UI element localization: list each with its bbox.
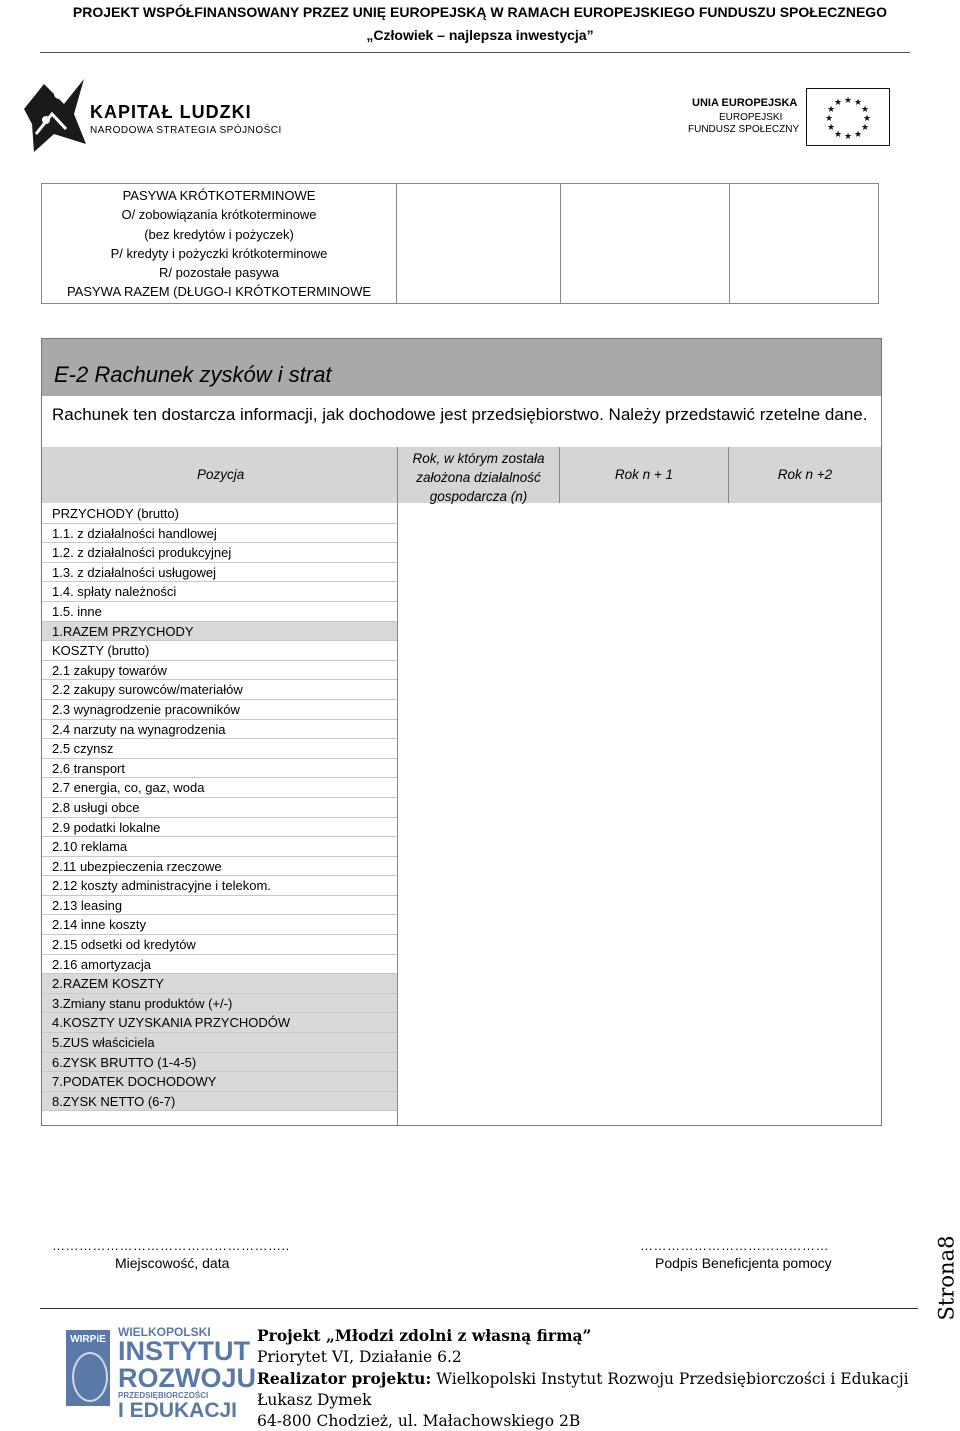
pasywa-line: PASYWA KRÓTKOTERMINOWE [122,188,316,203]
table-row [42,543,397,563]
row-label: 1.1. z działalności handlowej [52,525,217,541]
table-row [42,582,397,602]
table-row [42,563,397,583]
table-row [42,1092,397,1112]
footer-divider [40,1308,918,1309]
table-row [42,680,397,700]
svg-text:★: ★ [843,132,853,142]
table-row [42,1072,397,1092]
eu-flag-icon [806,88,890,146]
pasywa-line: R/ pozostałe pasywa [159,265,279,281]
svg-text:★: ★ [826,123,836,133]
footer-project-prefix: Projekt [257,1326,326,1345]
page-number-text: Strona8 [934,1235,959,1321]
row-label: 3.Zmiany stanu produktów (+/-) [52,995,233,1011]
col-rok1-header [560,447,728,503]
pasywa-cell-rok2[interactable] [730,184,879,304]
signature-dots: …………………………………… [640,1238,829,1253]
eu-title: UNIA EUROPEJSKA [692,97,798,109]
col-rok2-header [729,447,881,503]
footer-realizer-name: Wielkopolski Instytut Rozwoju Przedsiębiorczości i Edukacji [431,1370,909,1388]
col-rok0-label: Rok, w którym została założona działalność gospodarcza (n) [412,451,545,504]
table-row [42,759,397,779]
kapital-ludzki-subtitle: NARODOWA STRATEGIA SPÓJNOŚCI [90,125,282,136]
kapital-ludzki-logo-icon [14,74,88,154]
footer-person: Łukasz Dymek [257,1391,372,1409]
table-row [42,915,397,935]
row-label: 2.11 ubezpieczenia rzeczowe [52,858,222,874]
footer-priority: Priorytet VI, Działanie 6.2 [257,1348,462,1366]
row-label: 1.5. inne [52,603,102,619]
table-row [42,896,397,916]
row-label: 2.1 zakupy towarów [52,662,167,678]
row-label: 6.ZYSK BRUTTO (1-4-5) [52,1054,197,1070]
footer-project-name: „Młodzi zdolni z własną firmą” [325,1326,592,1345]
col-rok1-label: Rok n + 1 [614,467,674,482]
wirpie-line: PRZEDSIĘBIORCZOŚCI [118,1391,209,1400]
signature-label: Podpis Beneficjenta pomocy [655,1255,832,1271]
table-row [42,524,397,544]
col-divider [397,447,398,1125]
row-label: 7.PODATEK DOCHODOWY [52,1074,217,1090]
col-rok2-label: Rok n +2 [777,467,833,482]
svg-text:★: ★ [853,130,863,140]
e2-section [41,338,882,1126]
table-row [42,504,397,524]
row-label: 2.15 odsetki od kredytów [52,937,196,953]
table-row [42,818,397,838]
svg-text:★: ★ [862,114,872,124]
table-row [42,955,397,975]
place-date-dots: …………………………………………….. [52,1238,290,1253]
table-row [42,622,397,642]
svg-text:★: ★ [853,98,863,108]
table-row [42,837,397,857]
svg-text:★: ★ [824,114,834,124]
table-row [42,935,397,955]
row-label: 8.ZYSK NETTO (6-7) [52,1093,176,1109]
pasywa-cell-rok1[interactable] [561,184,730,304]
table-row [42,1053,397,1073]
row-label: 2.10 reklama [52,839,128,855]
table-row [42,778,397,798]
row-label: 2.RAZEM KOSZTY [52,976,164,992]
table-row [42,700,397,720]
pasywa-line: (bez kredytów i pożyczek) [144,226,294,242]
wirpie-line: WIELKOPOLSKI [118,1325,211,1339]
wirpie-line: INSTYTUT [118,1336,250,1366]
table-row [42,974,397,994]
table-row [42,876,397,896]
table-row [42,994,397,1014]
row-label: KOSZTY (brutto) [52,643,150,659]
pasywa-labels [42,184,397,304]
pasywa-table [41,183,879,304]
row-label: 1.2. z działalności produkcyjnej [52,545,232,561]
pasywa-line: P/ kredyty i pożyczki krótkoterminowe [110,245,328,261]
row-label: 2.9 podatki lokalne [52,819,161,835]
header-slogan: „Człowiek – najlepsza inwestycja” [366,27,594,43]
e2-title: E-2 Rachunek zysków i strat [54,362,332,387]
row-label: PRZYCHODY (brutto) [52,506,179,521]
footer-address: 64-800 Chodzież, ul. Małachowskiego 2B [257,1412,581,1430]
wirpie-line: ROZWOJU [118,1363,256,1393]
table-row [42,602,397,622]
header-divider [40,52,910,53]
row-label: 2.5 czynsz [52,741,114,757]
footer-project [257,1326,591,1345]
col-pozycja-header [42,447,397,503]
svg-text:★: ★ [833,130,843,140]
table-row [42,739,397,759]
row-label: 1.3. z działalności usługowej [52,564,217,580]
col-divider [559,447,560,503]
table-row [42,1013,397,1033]
col-divider [728,447,729,503]
table-row [42,661,397,681]
row-label: 5.ZUS właściciela [52,1035,155,1051]
table-row [42,720,397,740]
svg-text:★: ★ [833,98,843,108]
row-label: 2.2 zakupy surowców/materiałów [52,682,243,698]
row-label: 2.14 inne koszty [52,917,146,933]
row-label: 2.13 leasing [52,897,123,913]
svg-text:★: ★ [843,96,853,106]
row-label: 2.7 energia, co, gaz, woda [52,780,205,796]
eu-line3: FUNDUSZ SPOŁECZNY [688,124,800,135]
col-rok0-header [398,447,559,503]
e2-rows [42,504,397,1111]
row-label: 2.4 narzuty na wynagrodzenia [52,721,226,737]
e2-title-bar [42,339,881,396]
table-row [42,641,397,661]
e2-description: Rachunek ten dostarcza informacji, jak dochodowe jest przedsiębiorstwo. Należy przedstawić rzetelne dane. [52,405,868,424]
wirpie-badge-icon [66,1330,110,1406]
wirpie-globe-icon [72,1352,108,1402]
table-row [42,857,397,877]
page-number-label [930,1235,959,1321]
kapital-ludzki-title: KAPITAŁ LUDZKI [90,102,252,122]
row-label: 4.KOSZTY UZYSKANIA PRZYCHODÓW [52,1015,291,1031]
col-pozycja-label: Pozycja [197,467,245,482]
pasywa-line: O/ zobowiązania krótkoterminowe [121,207,317,223]
eu-line2: EUROPEJSKI [719,112,783,123]
row-label: 2.12 koszty administracyjne i telekom. [52,878,271,894]
place-date-label: Miejscowość, data [115,1255,230,1271]
table-row [42,798,397,818]
footer-realizer [257,1369,909,1388]
wirpie-logo-text [118,1326,256,1421]
svg-text:★: ★ [860,123,870,133]
row-label: 2.6 transport [52,760,125,776]
row-label: 2.3 wynagrodzenie pracowników [52,701,240,717]
row-label: 1.RAZEM PRZYCHODY [52,623,194,639]
footer-realizer-label: Realizator projektu: [257,1369,432,1388]
svg-text:★: ★ [860,105,870,115]
svg-text:★: ★ [826,105,836,115]
row-label: 1.4. spłaty należności [52,584,177,600]
row-label: 2.16 amortyzacja [52,956,151,972]
header-title: PROJEKT WSPÓŁFINANSOWANY PRZEZ UNIĘ EUROPEJSKĄ W RAMACH EUROPEJSKIEGO FUNDUSZU SPOŁECZNEGO [72,4,888,20]
pasywa-line: PASYWA RAZEM (DŁUGO-I KRÓTKOTERMINOWE [66,284,372,300]
pasywa-cell-rok0[interactable] [397,184,561,304]
table-row [42,1033,397,1053]
wirpie-line: I EDUKACJI [118,1399,238,1422]
wirpie-badge-text: WIRPiE [70,1334,106,1345]
eu-stars-icon [807,89,889,145]
row-label: 2.8 usługi obce [52,799,140,815]
